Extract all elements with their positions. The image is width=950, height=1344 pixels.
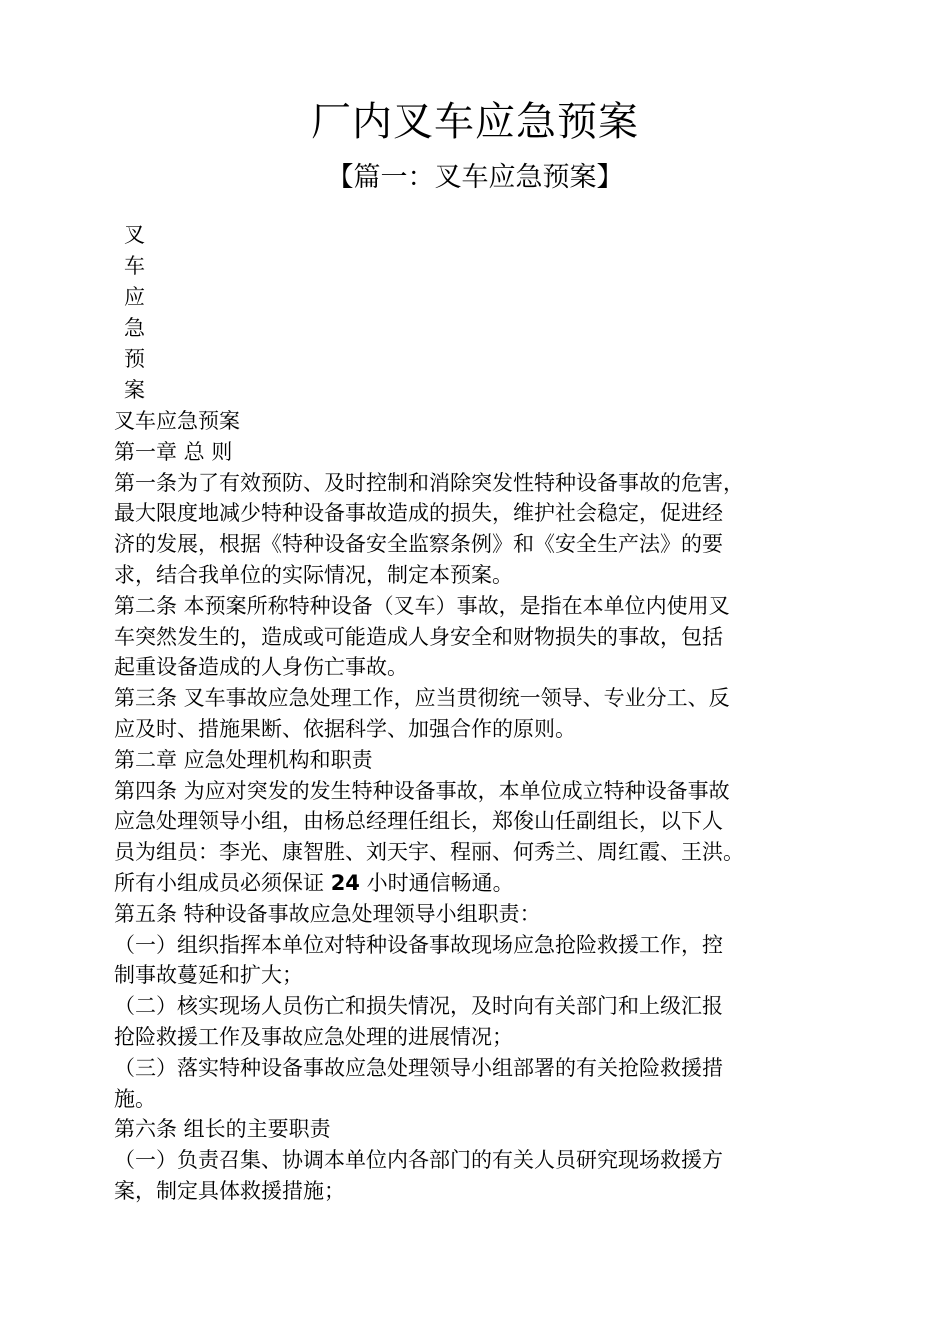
body-line: 案，制定具体救援措施；	[114, 1178, 345, 1203]
document-title: 厂内叉车应急预案	[311, 99, 639, 145]
chapter-heading: 第二章 应急处理机构和职责	[114, 747, 373, 772]
body-line: 第一条为了有效预防、及时控制和消除突发性特种设备事故的危害，	[114, 470, 744, 495]
chapter-heading: 第一章 总 则	[114, 439, 233, 464]
hours-number: 24	[330, 870, 360, 895]
body-line-tail: 小时通信畅通。	[359, 870, 514, 895]
body-line: 第六条 组长的主要职责	[114, 1117, 331, 1142]
body-line: 员为组员：李光、康智胜、刘天宇、程丽、何秀兰、周红霞、王洪。	[114, 840, 744, 865]
body-line: 求，结合我单位的实际情况，制定本预案。	[114, 562, 513, 587]
body-line: 第四条 为应对突发的发生特种设备事故，本单位成立特种设备事故	[114, 778, 730, 803]
body-line: 抢险救援工作及事故应急处理的进展情况；	[114, 1024, 513, 1049]
body-line: （三）落实特种设备事故应急处理领导小组部署的有关抢险救援措	[114, 1055, 723, 1080]
body-line: 叉车应急预案	[114, 409, 240, 433]
vertical-char: 应	[124, 285, 145, 309]
body-line: 最大限度地减少特种设备事故造成的损失，维护社会稳定，促进经	[114, 501, 723, 526]
body-line: （一）组织指挥本单位对特种设备事故现场应急抢险救援工作，控	[114, 932, 723, 957]
vertical-heading	[124, 220, 154, 406]
vertical-char: 案	[124, 378, 145, 402]
document-body	[114, 406, 864, 1207]
body-line: 制事故蔓延和扩大；	[114, 963, 303, 988]
body-line: 济的发展，根据《特种设备安全监察条例》和《安全生产法》的要	[114, 532, 723, 557]
vertical-char: 预	[124, 347, 145, 371]
body-line: 第五条 特种设备事故应急处理领导小组职责：	[114, 901, 541, 926]
document-subtitle: 【篇一：叉车应急预案】	[326, 162, 624, 193]
body-line: 应急处理领导小组，由杨总经理任组长，郑俊山任副组长，以下人	[114, 809, 723, 834]
body-line: 车突然发生的，造成或可能造成人身安全和财物损失的事故，包括	[114, 624, 723, 649]
body-line-head: 所有小组成员必须保证	[114, 870, 331, 895]
body-line: 第三条 叉车事故应急处理工作，应当贯彻统一领导、专业分工、反	[114, 686, 730, 711]
body-line: 起重设备造成的人身伤亡事故。	[114, 655, 408, 680]
body-line-with-number	[114, 868, 864, 899]
body-line: （一）负责召集、协调本单位内各部门的有关人员研究现场救援方	[114, 1148, 723, 1173]
vertical-char: 车	[124, 254, 145, 278]
body-line: 施。	[114, 1086, 156, 1111]
vertical-char: 急	[124, 316, 145, 340]
body-line: （二）核实现场人员伤亡和损失情况，及时向有关部门和上级汇报	[114, 994, 723, 1019]
body-line: 第二条 本预案所称特种设备（叉车）事故，是指在本单位内使用叉	[114, 593, 730, 618]
vertical-char: 叉	[124, 223, 145, 247]
body-line: 应及时、措施果断、依据科学、加强合作的原则。	[114, 716, 576, 741]
